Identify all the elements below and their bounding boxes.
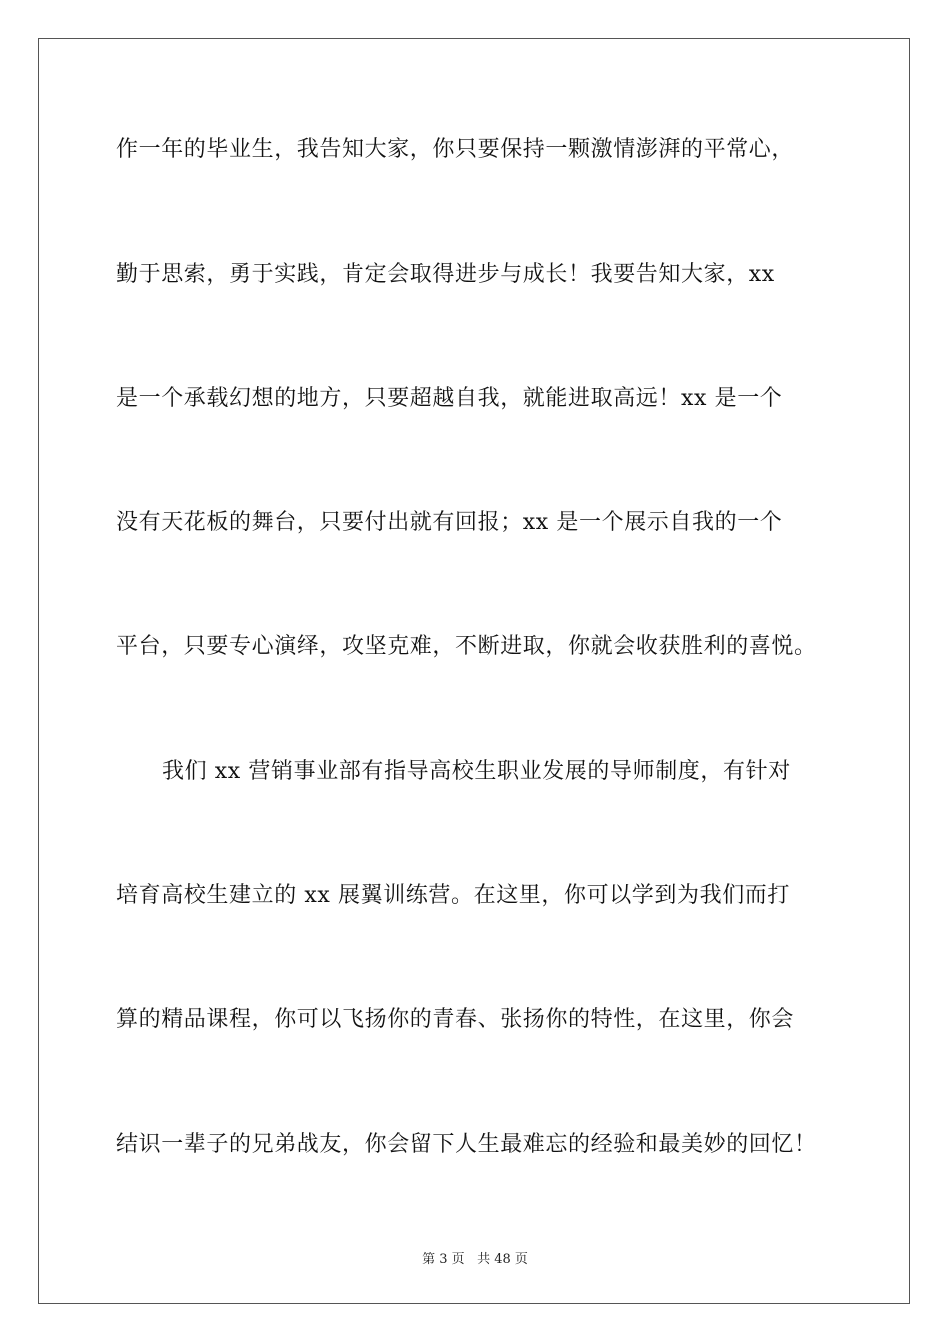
page-frame [38,38,910,1304]
paragraph-start-line: 我们 xx 营销事业部有指导高校生职业发展的导师制度，有针对 [162,759,791,784]
text-line: 没有天花板的舞台，只要付出就有回报；xx 是一个展示自我的一个 [116,510,783,535]
text-line: 培育高校生建立的 xx 展翼训练营。在这里，你可以学到为我们而打 [116,883,791,908]
text-line: 勤于思索，勇于实践，肯定会取得进步与成长！我要告知大家，xx [116,262,775,287]
page-total: 共 48 页 [477,1252,528,1267]
text-line: 作一年的毕业生，我告知大家，你只要保持一颗激情澎湃的平常心， [116,137,795,162]
text-line: 平台，只要专心演绎，攻坚克难，不断进取，你就会收获胜利的喜悦。 [116,634,817,659]
page-number: 第 3 页 [422,1252,465,1267]
text-line: 结识一辈子的兄弟战友，你会留下人生最难忘的经验和最美妙的回忆！ [116,1132,817,1157]
text-line: 是一个承载幻想的地方，只要超越自我，就能进取高远！xx 是一个 [116,386,783,411]
text-line: 算的精品课程，你可以飞扬你的青春、张扬你的特性，在这里，你会 [116,1007,795,1032]
page-footer [0,1248,950,1267]
